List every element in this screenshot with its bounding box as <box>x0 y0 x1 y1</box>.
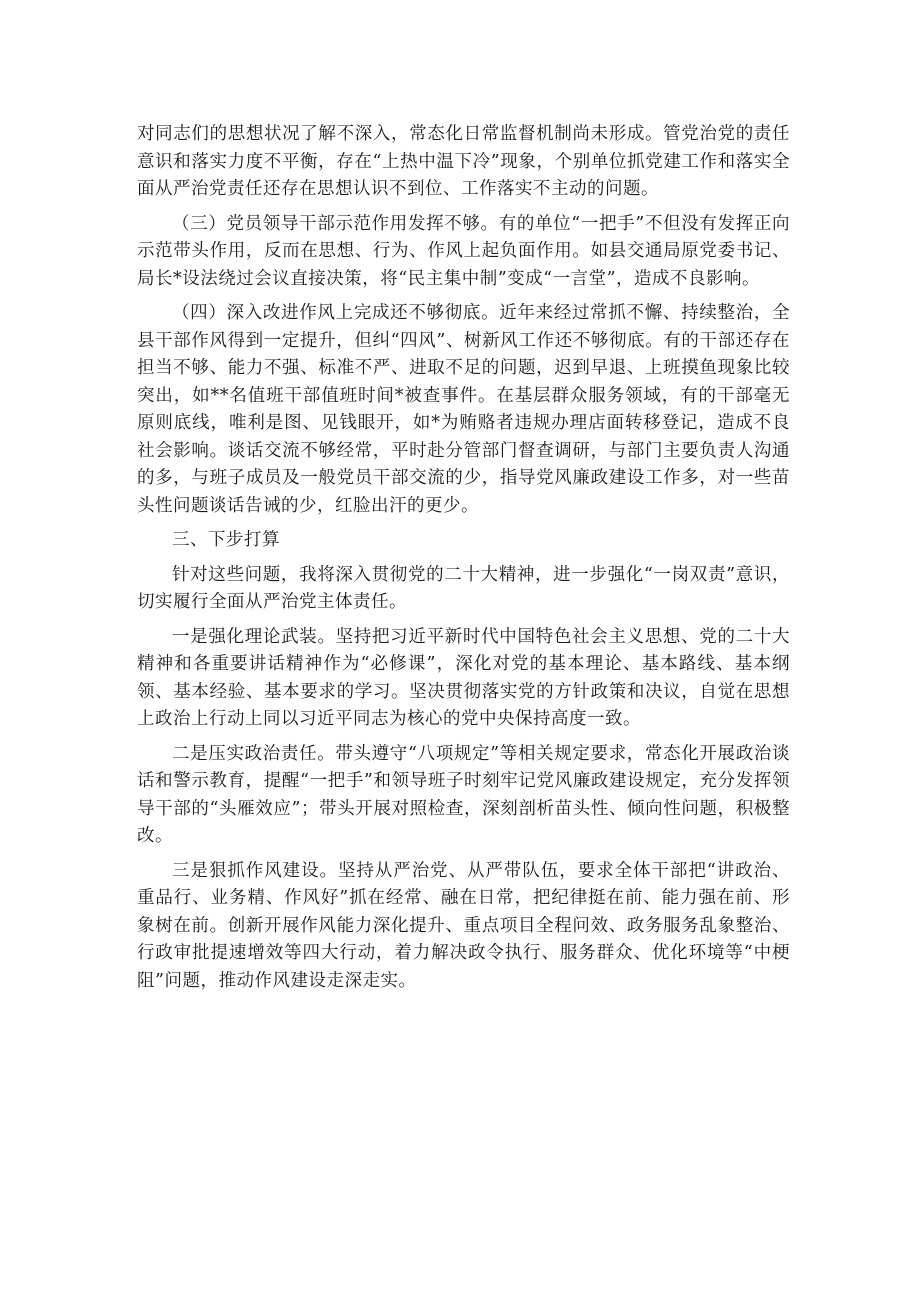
paragraph-next-steps-intro: 针对这些问题，我将深入贯彻党的二十大精神，进一步强化“一岗双责”意识，切实履行全面从严治党主体责任。 <box>137 564 790 612</box>
heading-next-steps: 三、下步打算 <box>172 530 280 550</box>
paragraph-step-three: 三是狠抓作风建设。坚持从严治党、从严带队伍，要求全体干部把“讲政治、重品行、业务精、作风好”抓在经常、融在日常，把纪律挺在前、能力强在前、形象树在前。创新开展作风能力深化提升、重点项目全程问效、政务服务乱象整治、行政审批提速增效等四大行动，着力解决政令执行、服务群众、优化环境等“中梗阻”问题，推动作风建设走深走实。 <box>137 860 790 991</box>
document-body <box>137 121 790 1002</box>
paragraph-section-four: （四）深入改进作风上完成还不够彻底。近年来经过常抓不懈、持续整治，全县干部作风得到一定提升，但纠“四风”、树新风工作还不够彻底。有的干部还存在担当不够、能力不强、标准不严、进取不足的问题，迟到早退、上班摸鱼现象比较突出，如**名值班干部值班时间*被查事件。在基层群众服务领域，有的干部毫无原则底线，唯利是图、见钱眼开，如*为贿赂者违规办理店面转移登记，造成不良社会影响。谈话交流不够经常，平时赴分管部门督查调研，与部门主要负责人沟通的多，与班子成员及一般党员干部交流的少，指导党风廉政建设工作多，对一些苗头性问题谈话告诫的少，红脸出汗的更少。 <box>137 303 790 516</box>
paragraph-section-three: （三）党员领导干部示范作用发挥不够。有的单位“一把手”不但没有发挥正向示范带头作用，反而在思想、行为、作风上起负面作用。如县交通局原党委书记、局长*设法绕过会议直接决策，将“民主集中制”变成“一言堂”，造成不良影响。 <box>137 213 790 289</box>
paragraph-step-two: 二是压实政治责任。带头遵守“八项规定”等相关规定要求，常态化开展政治谈话和警示教育，提醒“一把手”和领导班子时刻牢记党风廉政建设规定，充分发挥领导干部的“头雁效应”；带头开展对照检查，深刻剖析苗头性、倾向性问题，积极整改。 <box>137 743 790 846</box>
paragraph-step-one: 一是强化理论武装。坚持把习近平新时代中国特色社会主义思想、党的二十大精神和各重要讲话精神作为“必修课”，深化对党的基本理论、基本路线、基本纲领、基本经验、基本要求的学习。坚决贯彻落实党的方针政策和决议，自觉在思想上政治上行动上同以习近平同志为核心的党中央保持高度一致。 <box>137 626 790 729</box>
paragraph-continuation: 对同志们的思想状况了解不深入，常态化日常监督机制尚未形成。管党治党的责任意识和落实力度不平衡，存在“上热中温下冷”现象，个别单位抓党建工作和落实全面从严治党责任还存在思想认识不到位、工作落实不主动的问题。 <box>137 124 790 199</box>
